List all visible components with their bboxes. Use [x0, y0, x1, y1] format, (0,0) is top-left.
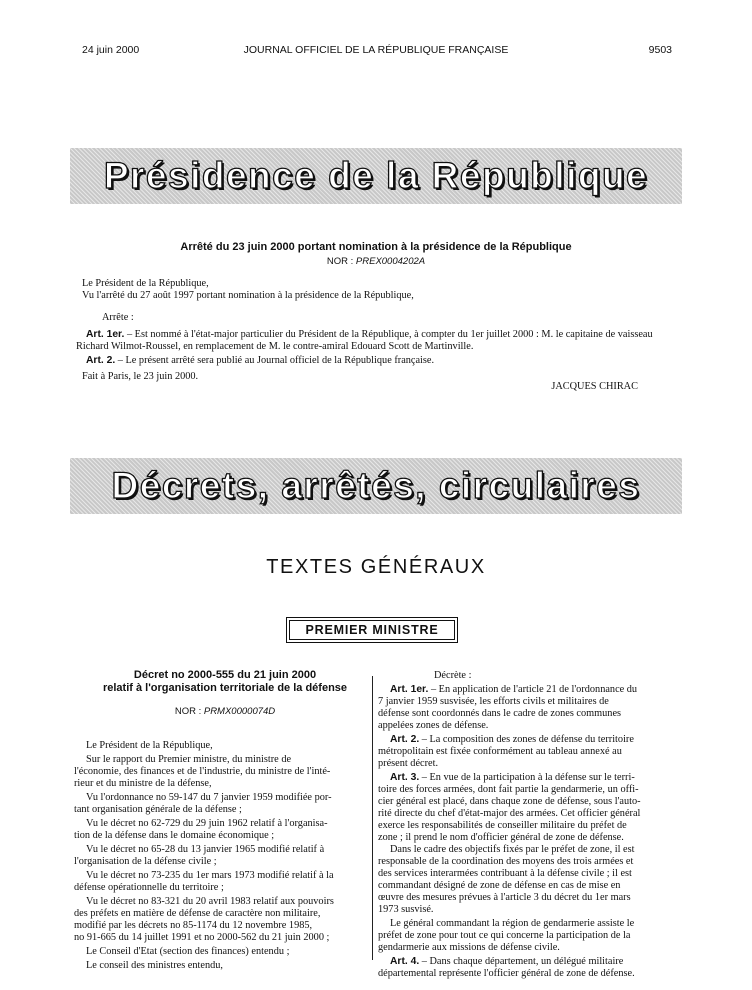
article-text: – Est nommé à l'état-major particulier du Président de la République, à compter du 1er juillet 2000 : M. le capitaine de vaisseau	[126, 329, 653, 340]
nor-code: PRMX0000074D	[203, 706, 276, 717]
text-line: toire des forces armées, dont fait partie la gendarmerie, un offi-	[378, 784, 639, 795]
decree-title-line2: relatif à l'organisation territoriale de la défense	[102, 682, 348, 694]
journal-title: JOURNAL OFFICIEL DE LA RÉPUBLIQUE FRANÇAISE	[243, 44, 509, 56]
article-label: Art. 1er.	[390, 684, 429, 695]
text-line: rité directe du chef d'état-major des armées. Cet officier général	[378, 808, 641, 819]
section-banner-decrets	[70, 458, 682, 514]
text-line: appelées zones de défense.	[378, 720, 489, 731]
text-line: des services interarmées contribuant à la défense civile ; il est	[378, 868, 632, 879]
article-text: – Le présent arrêté sera publié au Journal officiel de la République française.	[117, 355, 435, 366]
article-text: – En vue de la participation à la défense sur le terri-	[421, 772, 635, 783]
decree-nor	[80, 706, 370, 717]
text-line: Dans le cadre des objectifs fixés par le préfet de zone, il est	[390, 844, 635, 855]
article-1	[86, 329, 653, 342]
section-banner-presidence	[70, 148, 682, 204]
text-line: tant organisation générale de la défense ;	[74, 804, 242, 815]
article-2	[390, 734, 634, 747]
text-line: l'organisation de la défense civile ;	[74, 856, 217, 867]
nor-label: NOR :	[174, 706, 202, 717]
article-label: Art. 2.	[86, 355, 116, 366]
text-line: no 91-665 du 14 juillet 1991 et no 2000-562 du 21 juin 2000 ;	[74, 932, 330, 943]
text-line: Vu l'ordonnance no 59-147 du 7 janvier 1959 modifiée por-	[86, 792, 332, 803]
banner-title: Présidence de la République	[103, 155, 649, 196]
text-line: Le général commandant la région de gendarmerie assiste le	[390, 918, 635, 929]
article-label: Art. 1er.	[86, 329, 125, 340]
nor-label: NOR :	[326, 256, 354, 267]
decree-title-line1: Décret no 2000-555 du 21 juin 2000	[133, 669, 317, 681]
column-divider	[372, 676, 373, 960]
arrete-nor	[0, 256, 752, 267]
text-line: tion de la défense dans le domaine économique ;	[74, 830, 275, 841]
text-line: Vu le décret no 83-321 du 20 avril 1983 relatif aux pouvoirs	[86, 896, 334, 907]
text-line: cier général est placé, dans chaque zone de défense, sous l'auto-	[378, 796, 641, 807]
text-line: gendarmerie aux missions de défense civile.	[378, 942, 560, 953]
text-line: départemental représente l'officier général de zone de défense.	[378, 968, 635, 979]
text-line: l'économie, des finances et de l'industrie, du ministre de l'inté-	[74, 766, 331, 777]
text-line: Le Président de la République,	[86, 740, 213, 751]
article-text: – La composition des zones de défense du territoire	[421, 734, 634, 745]
article-4	[390, 956, 623, 969]
ministry-label: PREMIER MINISTRE	[305, 623, 439, 637]
article-text: – En application de l'article 21 de l'ordonnance du	[430, 684, 638, 695]
text-line: Fait à Paris, le 23 juin 2000.	[82, 371, 199, 382]
signature: JACQUES CHIRAC	[551, 381, 638, 392]
text-line: des préfets en matière de défense de caractère non militaire,	[74, 908, 321, 919]
text-line: Vu le décret no 65-28 du 13 janvier 1965 modifié relatif à	[86, 844, 325, 855]
text-line: rieur et du ministre de la défense,	[74, 778, 212, 789]
text-line: Vu le décret no 73-235 du 1er mars 1973 modifié relatif à la	[86, 870, 334, 881]
banner-title: Décrets, arrêtés, circulaires	[111, 465, 641, 506]
text-line: responsable de la coordination des moyens des trois armées et	[378, 856, 634, 867]
text-line: défense opérationnelle du territoire ;	[74, 882, 224, 893]
text-line: exerce les responsabilités de conseiller militaire du préfet de	[378, 820, 627, 831]
text-line: Richard Wilmot-Roussel, en remplacement de M. le contre-amiral Edouard Scott de Martinville.	[76, 341, 474, 352]
text-line: Décrète :	[434, 670, 472, 681]
ministry-box	[286, 617, 458, 643]
text-line: œuvre des mesures prévues à l'article 3 du décret du 1er mars	[378, 892, 631, 903]
text-line: Arrête :	[102, 312, 134, 323]
page-number: 9503	[648, 44, 672, 56]
text-line: métropolitain est fixée conformément au tableau annexé au	[378, 746, 622, 757]
article-label: Art. 4.	[390, 956, 420, 967]
text-line: 7 janvier 1959 susvisée, les efforts civils et militaires de	[378, 696, 609, 707]
text-line: zone ; il prend le nom d'officier général de zone de défense.	[378, 832, 624, 843]
section-heading: TEXTES GÉNÉRAUX	[266, 556, 486, 578]
text-line: 1973 susvisé.	[378, 904, 434, 915]
text-line: défense sont coordonnés dans le cadre de zones communes	[378, 708, 622, 719]
text-line: commandant désigné de zone de défense en cas de mise en	[378, 880, 621, 891]
text-line: Le Président de la République,	[82, 278, 209, 289]
text-line: Vu l'arrêté du 27 août 1997 portant nomination à la présidence de la République,	[82, 290, 414, 301]
text-line: modifié par les décrets no 85-1174 du 12 novembre 1985,	[74, 920, 313, 931]
text-line: Vu le décret no 62-729 du 29 juin 1962 relatif à l'organisa-	[86, 818, 328, 829]
arrete-title: Arrêté du 23 juin 2000 portant nomination à la présidence de la République	[180, 241, 572, 253]
text-line: Le conseil des ministres entendu,	[86, 960, 223, 971]
article-text: – Dans chaque département, un délégué militaire	[421, 956, 624, 967]
nor-code: PREX0004202A	[355, 256, 426, 267]
text-line: Le Conseil d'Etat (section des finances) entendu ;	[86, 946, 290, 957]
article-2	[86, 355, 434, 368]
article-label: Art. 3.	[390, 772, 420, 783]
text-line: préfet de zone pour tout ce qui concerne la participation de la	[378, 930, 631, 941]
text-line: Sur le rapport du Premier ministre, du ministre de	[86, 754, 292, 765]
text-line: présent décret.	[378, 758, 439, 769]
article-1	[390, 684, 637, 697]
article-3	[390, 772, 635, 785]
article-label: Art. 2.	[390, 734, 420, 745]
page-date: 24 juin 2000	[82, 44, 140, 56]
